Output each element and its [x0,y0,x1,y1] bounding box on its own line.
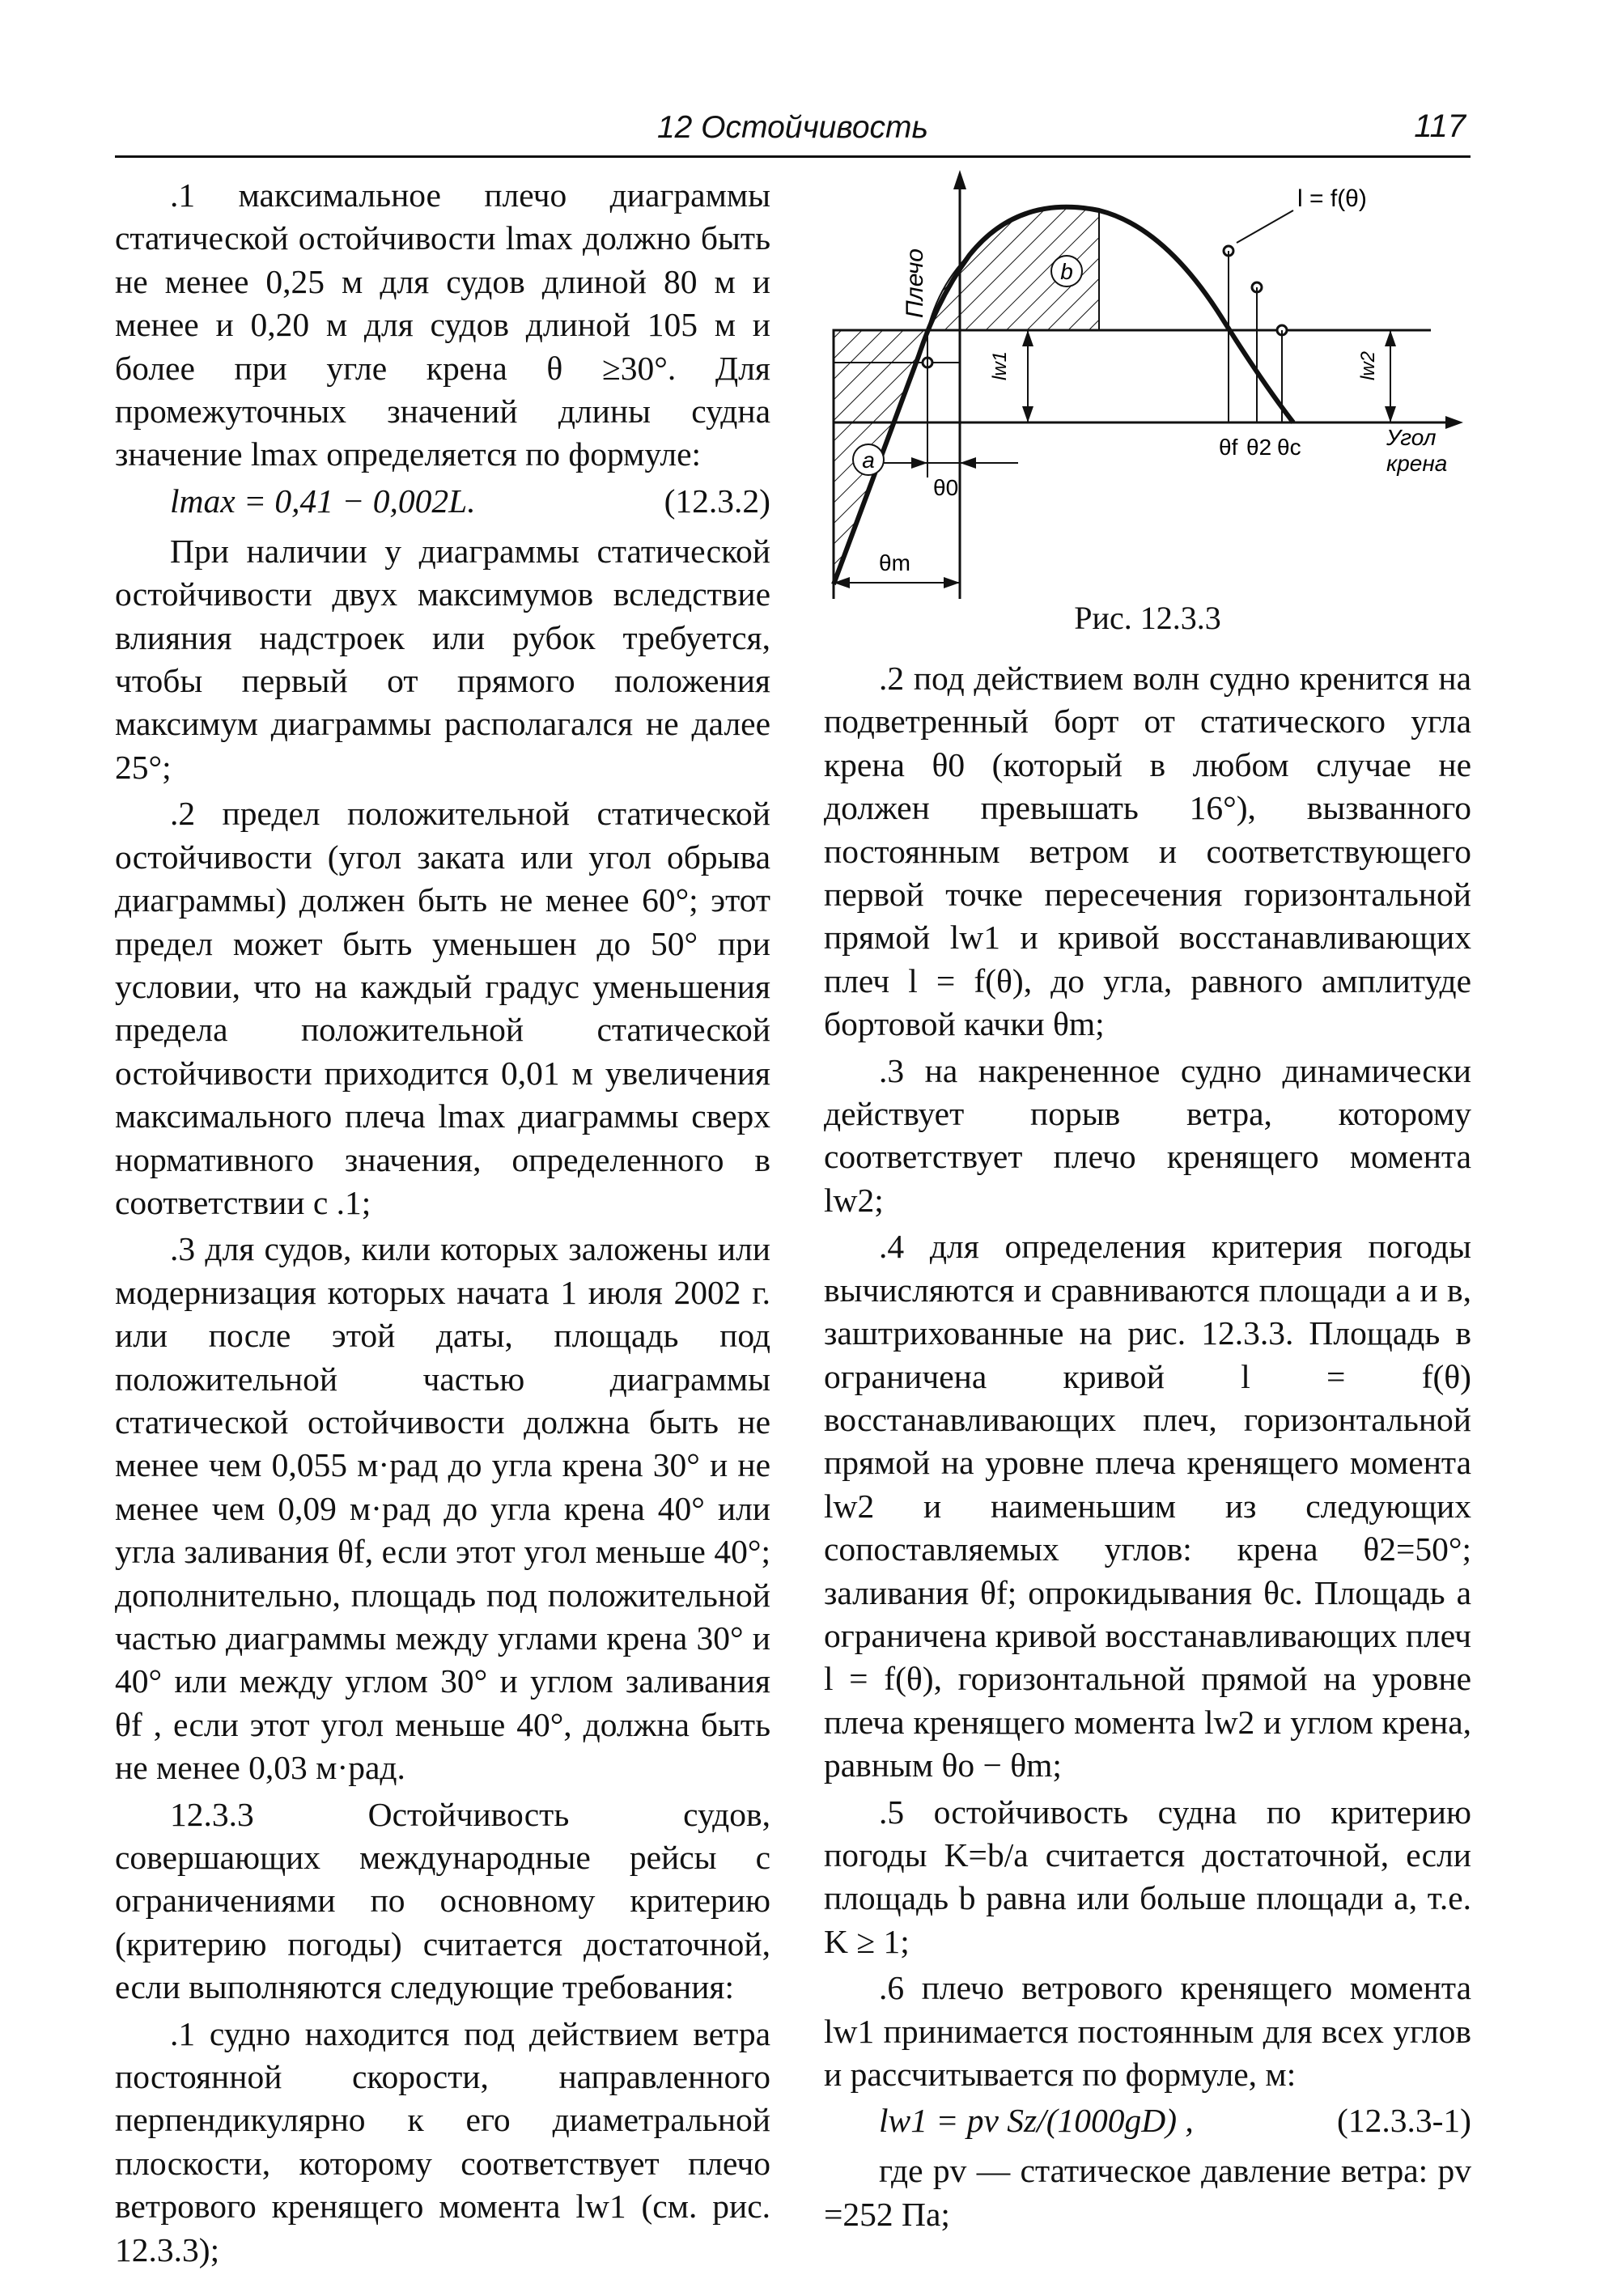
paragraph-wind-pressure: где pv — статическое давление ветра: pv =252 Па; [824,2152,1471,2233]
paragraph-areas: .4 для определения критерия погоды вычисляются и сравниваются площади a и в, заштрихованные на рис. 12.3.3. Площадь в ограничена кривой l = f(θ) восстанавливающих плеч, горизонтальной прямой на уровне плеча кренящего момента lw2 и наименьшим из следующих сопоставляемых углов: крена θ2=50°; заливания θf; опрокидывания θc. Площадь a ограничена кривой восстанавливающих плеч l = f(θ), горизонтальной прямой на уровне плеча кренящего момента lw2 и углом крена, равным θo − θm; [824,1228,1471,1785]
formula-number: (12.3.3-1) [1337,2102,1471,2140]
formula-expression: lmax = 0,41 − 0,002L. [170,482,476,520]
formula-expression: lw1 = pv Sz/(1000gD) , [879,2102,1194,2140]
formula-number: (12.3.2) [664,482,770,520]
label-theta-c: θc [1277,435,1301,460]
label-x-axis-2: крена [1386,451,1448,476]
label-x-axis-1: Угол [1386,425,1437,450]
formula-12-3-3-1 [824,2099,1471,2145]
label-y-axis: Плечо [902,248,928,318]
paragraph-two-maxima: При наличии у диаграммы статической остойчивости двух максимумов вследствие влияния надстроек или рубок требуется, чтобы первый от прямого положения максимум диаграммы располагался не далее 25°; [115,532,770,786]
stability-diagram [824,162,1471,599]
label-theta-2: θ2 [1246,435,1272,460]
paragraph-area-requirements: .3 для судов, кили которых заложены или модернизация которых начата 1 июля 2002 г. или после этой даты, площадь под положительной частью диаграммы статической остойчивости должна быть не менее чем 0,055 м·рад до угла крена 30° и не менее чем 0,09 м·рад до угла крена 40° или угла заливания θf, если этот угол меньше 40°; дополнительно, площадь под положительной частью диаграммы между углами крена 30° и 40° или между углом 30° и углом заливания θf , если этот угол меньше 40°, должна быть не менее 0,03 м·рад. [115,1230,770,1787]
label-curve: l = f(θ) [1297,185,1367,212]
figure-caption: Рис. 12.3.3 [1074,600,1221,636]
page-number: 117 [1414,108,1466,144]
label-lw1: lw1 [989,350,1011,380]
left-column [115,174,770,2275]
paragraph-stability-limit: .2 предел положительной статической остойчивости (угол заката или угол обрыва диаграммы) должен быть не менее 60°; этот предел может быть уменьшен до 50° при условии, что на каждый градус уменьшения предела положительной статической остойчивости приходится 0,01 м увеличения максимального плеча lmax диаграммы сверх нормативного значения, определенного в соответствии с .1; [115,795,770,1221]
running-title: 12 Остойчивость [656,110,929,145]
paragraph-wave-heel: .2 под действием волн судно кренится на подветренный борт от статического угла крена θ0 (который в любом случае не должен превышать 16°), вызванного постоянным ветром и соответствующего первой точке пересечения горизонтальной прямой lw1 и кривой восстанавливающих плеч l = f(θ), до угла, равного амплитуде бортовой качки θm; [824,660,1471,1043]
label-area-a: a [862,448,875,473]
right-column [824,657,1471,2239]
label-theta-m: θm [879,550,910,575]
formula-12-3-2 [115,480,770,525]
figure-12-3-3 [824,162,1471,639]
paragraph-12-3-3: 12.3.3 Остойчивость судов, совершающих международные рейсы с ограничениями по основному критерию (критерию погоды) считается достаточной, если выполняются следующие требования: [115,1795,770,2006]
label-area-b: b [1060,259,1073,284]
page-header [115,105,1471,158]
label-lw2: lw2 [1357,350,1379,380]
paragraph-wind-action: .1 судно находится под действием ветра постоянной скорости, направленного перпендикулярно к его диаметральной плоскости, которому соответствует плечо ветрового кренящего момента lw1 (см. рис. 12.3.3); [115,2014,770,2268]
paragraph-lmax: .1 максимальное плечо диаграммы статической остойчивости lmax должно быть не менее 0,25 м для судов длиной 80 м и менее и 0,20 м для судов длиной 105 м и более при угле крена θ ≥30°. Для промежуточных значений длины судна значение lmax определяется по формуле: [115,176,770,473]
paragraph-wind-arm: .6 плечо ветрового кренящего момента lw1 принимается постоянным для всех углов и рассчитывается по формуле, м: [824,1969,1471,2093]
paragraph-weather-criterion: .5 остойчивость судна по критерию погоды K=b/a считается достаточной, если площадь b равна или больше площади a, т.е. K ≥ 1; [824,1793,1471,1960]
label-theta-f: θf [1219,435,1238,460]
paragraph-gust: .3 на накрененное судно динамически действует порыв ветра, которому соответствует плечо кренящего момента lw2; [824,1051,1471,1219]
label-theta-0: θ0 [933,475,959,500]
